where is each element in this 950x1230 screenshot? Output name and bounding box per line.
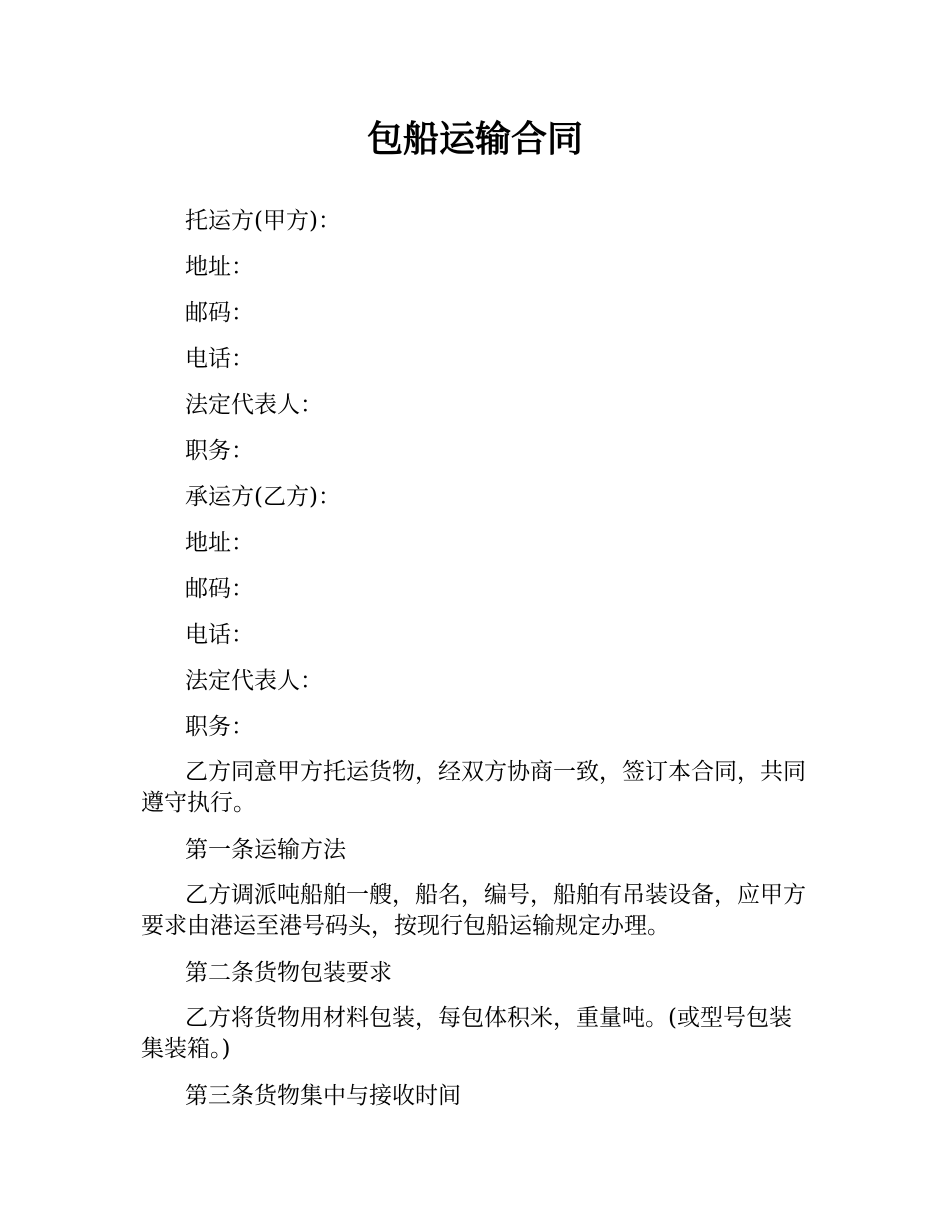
carrier-phone-label: 电话： — [185, 622, 254, 648]
shipper-postcode-label: 邮码： — [185, 300, 254, 326]
carrier-position-label: 职务： — [185, 714, 254, 740]
article-2-paragraph: 乙方将货物用材料包装，每包体积米，重量吨。(或型号包装集装箱。) — [141, 1005, 792, 1062]
shipper-phone-label: 电话： — [185, 346, 254, 372]
article-1-paragraph: 乙方调派吨船舶一艘，船名，编号，船舶有吊装设备，应甲方要求由港运至港号码头，按现行包船运输规定办理。 — [141, 882, 806, 939]
carrier-legal-rep-label: 法定代表人： — [185, 668, 323, 694]
article-3-heading: 第三条货物集中与接收时间 — [185, 1083, 461, 1109]
article-2-heading: 第二条货物包装要求 — [185, 960, 392, 986]
shipper-address-label: 地址： — [185, 254, 254, 280]
article-1-heading: 第一条运输方法 — [185, 837, 346, 863]
shipper-label: 托运方(甲方)： — [185, 208, 341, 234]
document-title: 包船运输合同 — [366, 119, 583, 160]
agreement-paragraph: 乙方同意甲方托运货物，经双方协商一致，签订本合同，共同遵守执行。 — [141, 759, 806, 816]
carrier-address-label: 地址： — [185, 530, 254, 556]
shipper-position-label: 职务： — [185, 438, 254, 464]
shipper-legal-rep-label: 法定代表人： — [185, 392, 323, 418]
carrier-postcode-label: 邮码： — [185, 576, 254, 602]
document-body — [141, 198, 811, 1119]
carrier-label: 承运方(乙方)： — [185, 484, 341, 510]
